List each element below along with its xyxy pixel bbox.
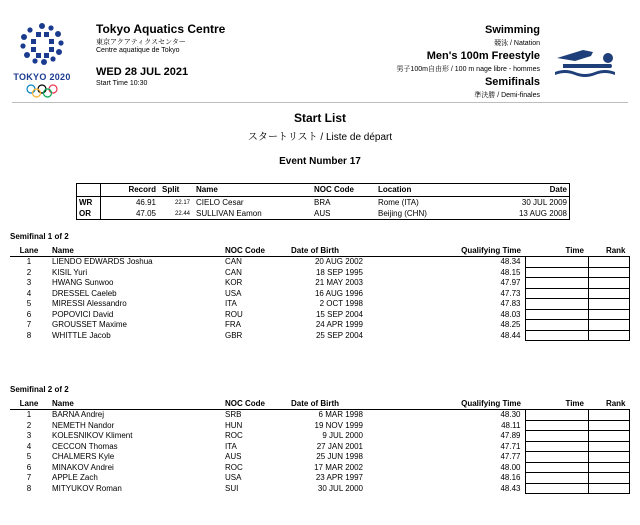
col-record: Record xyxy=(101,183,160,197)
table-row: 2 KISIL Yuri CAN 18 SEP 1995 48.15 xyxy=(10,267,630,278)
venue-title-french: Centre aquatique de Tokyo xyxy=(96,47,180,54)
col-split: Split xyxy=(159,183,193,197)
semifinal-title: Semifinal 1 of 2 xyxy=(10,232,69,241)
table-row: 5 MIRESSI Alessandro ITA 2 OCT 1998 47.83 xyxy=(10,299,630,310)
col-noc: NOC Code xyxy=(221,398,287,410)
table-row: 8 WHITTLE Jacob GBR 25 SEP 2004 48.44 xyxy=(10,330,630,341)
sport-subtitle: 競泳 / Natation xyxy=(494,40,540,47)
col-time: Time xyxy=(525,398,588,410)
col-lane: Lane xyxy=(10,398,48,410)
record-row: OR 47.05 22.44 SULLIVAN Eamon AUS Beijing (CHN) 13 AUG 2008 xyxy=(76,208,570,219)
start-list-table xyxy=(10,398,630,494)
col-lane: Lane xyxy=(10,245,48,257)
table-row: 2 NEMETH Nandor HUN 19 NOV 1999 48.11 xyxy=(10,420,630,431)
event-number: Event Number 17 xyxy=(279,156,361,167)
sport-title: Swimming xyxy=(484,24,540,36)
col-date: Date xyxy=(481,183,570,197)
tokyo-2020-emblem-icon xyxy=(18,22,66,66)
col-rank: Rank xyxy=(588,398,630,410)
col-dob: Date of Birth xyxy=(287,398,367,410)
olympic-rings-icon xyxy=(24,84,60,98)
document-title: Start List xyxy=(293,111,346,125)
record-row: WR 46.91 22.17 CIELO Cesar BRA Rome (ITA) 30 JUL 2009 xyxy=(76,197,570,209)
phase-subtitle: 準決勝 / Demi-finales xyxy=(474,92,540,99)
table-row: 8 MITYUKOV Roman SUI 30 JUL 2000 48.43 xyxy=(10,483,630,494)
semifinal-title: Semifinal 2 of 2 xyxy=(10,385,69,394)
table-row: 4 DRESSEL Caeleb USA 16 AUG 1996 47.73 xyxy=(10,288,630,299)
venue-title: Tokyo Aquatics Centre xyxy=(96,22,226,36)
event-title: Men's 100m Freestyle xyxy=(426,50,540,62)
col-rank: Rank xyxy=(588,245,630,257)
header-divider xyxy=(12,102,628,103)
swimmer-pictogram-icon xyxy=(553,44,623,78)
col-name: Name xyxy=(48,245,221,257)
table-row: 1 LIENDO EDWARDS Joshua CAN 20 AUG 2002 48.34 xyxy=(10,257,630,268)
event-subtitle: 男子100m自由形 / 100 m nage libre - hommes xyxy=(396,66,540,73)
start-time: Start Time 10:30 xyxy=(96,80,148,87)
col-time: Time xyxy=(525,245,588,257)
table-row: 7 APPLE Zach USA 23 APR 1997 48.16 xyxy=(10,473,630,484)
table-row: 1 BARNA Andrej SRB 6 MAR 1998 48.30 xyxy=(10,410,630,421)
col-name: Name xyxy=(48,398,221,410)
table-row: 6 POPOVICI David ROU 15 SEP 2004 48.03 xyxy=(10,309,630,320)
col-noc: NOC Code xyxy=(221,245,287,257)
logo-text: TOKYO 2020 xyxy=(13,72,71,82)
table-row: 3 KOLESNIKOV Kliment ROC 9 JUL 2000 47.89 xyxy=(10,431,630,442)
start-list-table xyxy=(10,245,630,341)
col-location: Location xyxy=(375,183,481,197)
table-row: 7 GROUSSET Maxime FRA 24 APR 1999 48.25 xyxy=(10,320,630,331)
document-subtitle: スタートリスト / Liste de départ xyxy=(247,132,393,143)
records-table xyxy=(76,183,570,219)
event-date: WED 28 JUL 2021 xyxy=(96,66,189,78)
table-row: 4 CECCON Thomas ITA 27 JAN 2001 47.71 xyxy=(10,441,630,452)
venue-title-japanese: 東京アクアティクスセンター xyxy=(96,39,186,46)
table-row: 3 HWANG Sunwoo KOR 21 MAY 2003 47.97 xyxy=(10,278,630,289)
col-qualifying-time: Qualifying Time xyxy=(367,245,525,257)
table-row: 6 MINAKOV Andrei ROC 17 MAR 2002 48.00 xyxy=(10,462,630,473)
phase-title: Semifinals xyxy=(484,76,540,88)
col-noc: NOC Code xyxy=(311,183,375,197)
col-name: Name xyxy=(193,183,311,197)
col-qualifying-time: Qualifying Time xyxy=(367,398,525,410)
col-dob: Date of Birth xyxy=(287,245,367,257)
table-row: 5 CHALMERS Kyle AUS 25 JUN 1998 47.77 xyxy=(10,452,630,463)
